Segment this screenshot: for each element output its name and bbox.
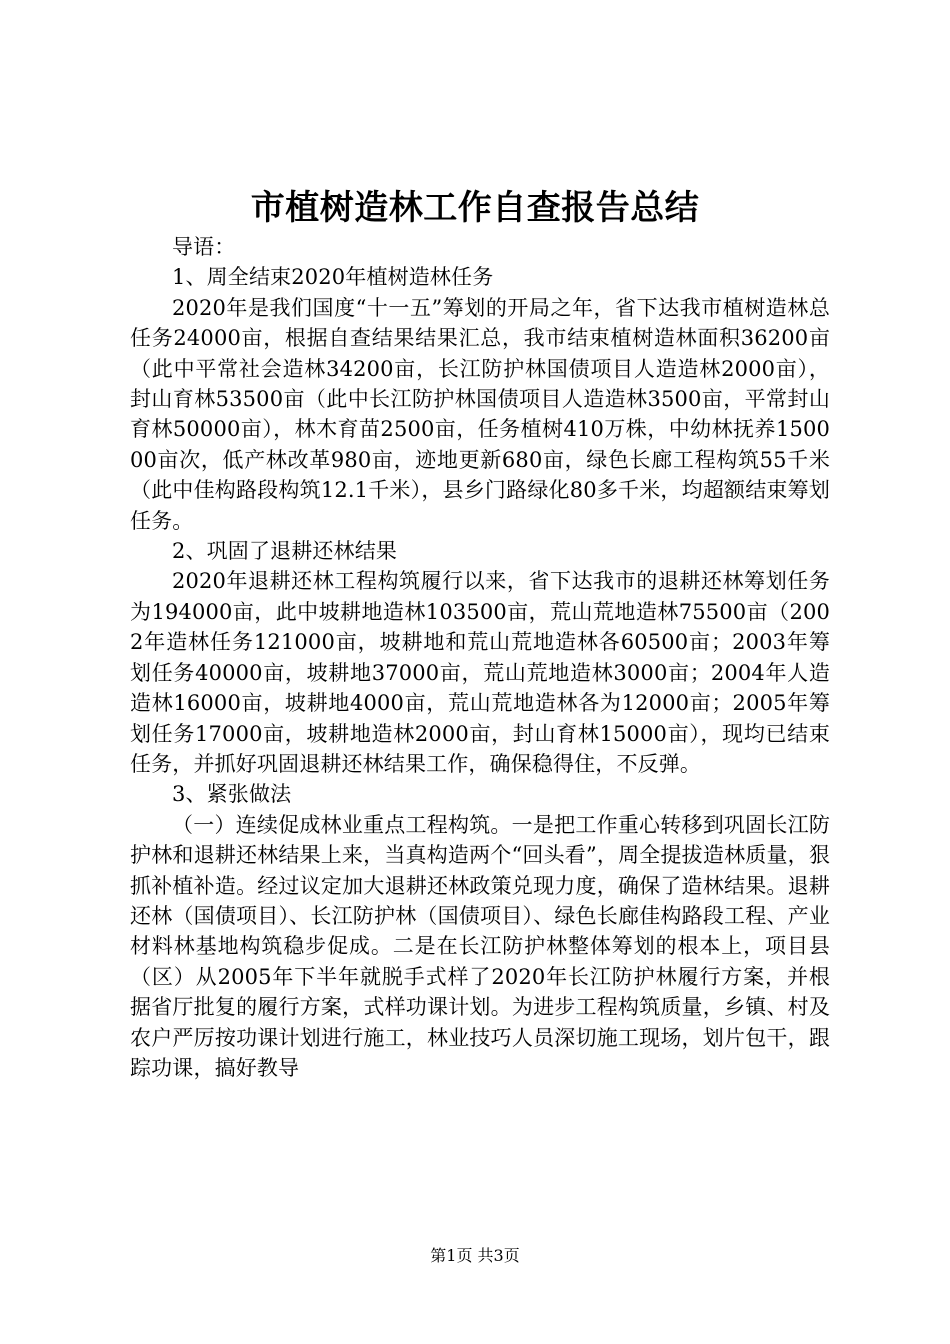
section-heading-3: 3、紧张做法 [172, 782, 292, 807]
section-heading-1: 1、周全结束2020年植树造林任务 [172, 265, 494, 290]
paragraph-section-2: 2020年退耕还林工程构筑履行以来，省下达我市的退耕还林筹划任务为194000亩，此中坡耕地造林103500亩，荒山荒地造林75500亩（2002年造林任务121000亩，坡耕地和荒山荒地造林各60500亩；2003年筹划任务40000亩，坡耕地37000亩，荒山荒地造林3000亩；2004年人造造林16000亩，坡耕地4000亩，荒山荒地造林各为12000亩；2005年筹划任务17000亩，坡耕地造林2000亩，封山育林15000亩），现均已结束任务，并抓好巩固退耕还林结果工作，确保稳得住，不反弹。 [130, 569, 830, 776]
paragraph-intro-label: 导语： [172, 235, 236, 259]
document-body [130, 232, 830, 1083]
document-title: 市植树造林工作自查报告总结 [250, 188, 700, 228]
section-heading-2: 2、巩固了退耕还林结果 [172, 539, 398, 564]
paragraph-section-1: 2020年是我们国度“十一五”筹划的开局之年，省下达我市植树造林总任务24000亩，根据自查结果结果汇总，我市结束植树造林面积36200亩（此中平常社会造林34200亩，长江防护林国债项目人造造林2000亩），封山育林53500亩（此中长江防护林国债项目人造造林3500亩，平常封山育林50000亩），林木育苗2500亩，任务植树410万株，中幼林抚养150000亩次，低产林改革980亩，迹地更新680亩，绿色长廊工程构筑55千米（此中佳构路段构筑12.1千米），县乡门路绿化80多千米，均超额结束筹划任务。 [130, 295, 830, 533]
paragraph-section-3: （一）连续促成林业重点工程构筑。一是把工作重心转移到巩固长江防护林和退耕还林结果上来，当真构造两个“回头看”，周全提拔造林质量，狠抓补植补造。经过议定加大退耕还林政策兑现力度，确保了造林结果。退耕还林（国债项目）、长江防护林（国债项目）、绿色长廊佳构路段工程、产业材料林基地构筑稳步促成。二是在长江防护林整体筹划的根本上，项目县（区）从2005年下半年就脱手式样了2020年长江防护林履行方案，并根据省厅批复的履行方案，式样功课计划。为进步工程构筑质量，乡镇、村及农户严厉按功课计划进行施工，林业技巧人员深切施工现场，划片包干，跟踪功课，搞好教导 [130, 812, 830, 1080]
page-number-footer: 第1页 共3页 [430, 1246, 520, 1265]
